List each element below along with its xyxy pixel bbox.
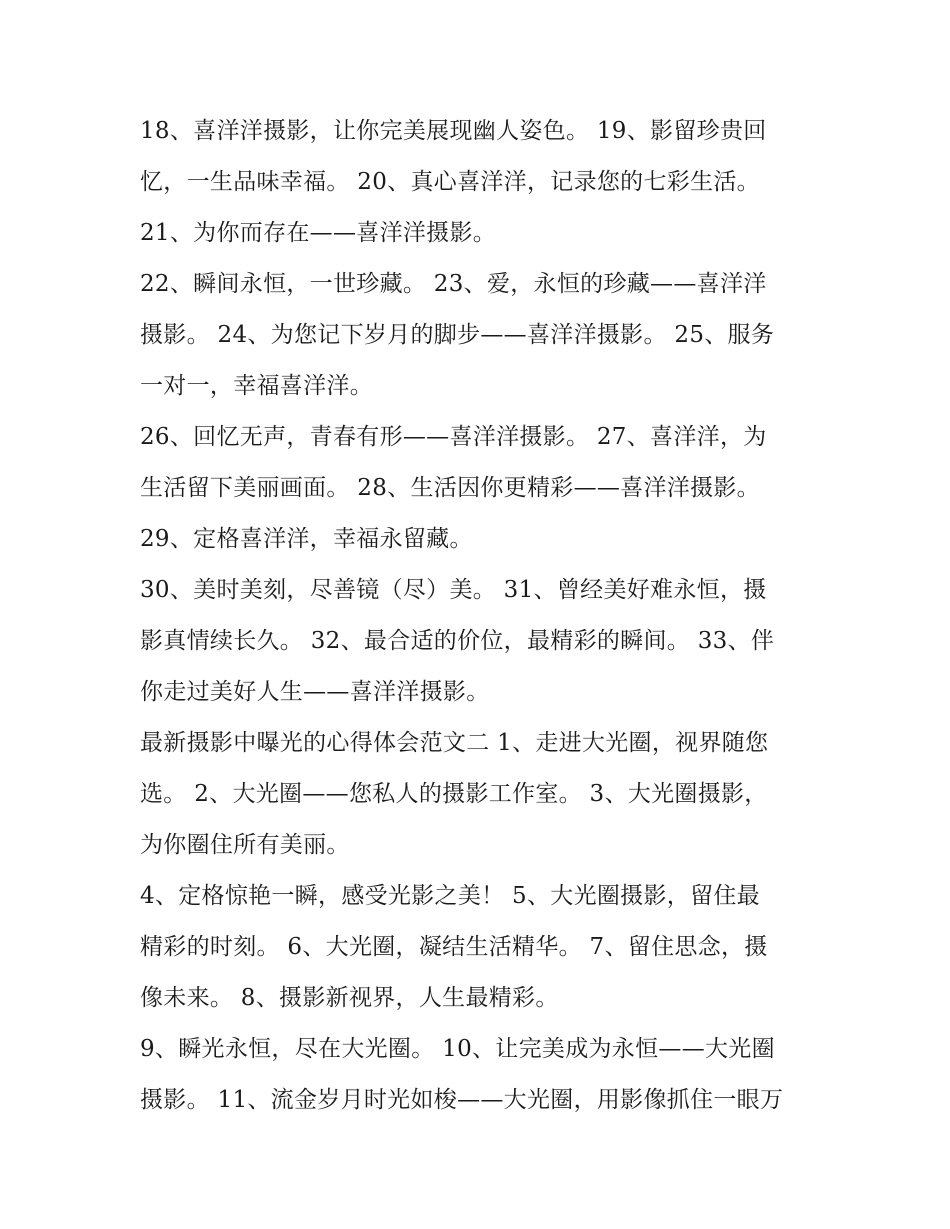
text-line: 26、回忆无声，青春有形——喜洋洋摄影。 27、喜洋洋，为 <box>140 424 767 450</box>
text-line: 选。 2、大光圈——您私人的摄影工作室。 3、大光圈摄影， <box>140 781 768 807</box>
text-line: 摄影。 24、为您记下岁月的脚步——喜洋洋摄影。 25、服务 <box>140 322 775 348</box>
text-line: 29、定格喜洋洋，幸福永留藏。 <box>140 526 473 552</box>
text-line: 忆，一生品味幸福。 20、真心喜洋洋，记录您的七彩生活。 <box>140 169 760 195</box>
text-line: 生活留下美丽画面。 28、生活因你更精彩——喜洋洋摄影。 <box>140 475 760 501</box>
text-line: 为你圈住所有美丽。 <box>140 832 350 858</box>
text-line: 一对一，幸福喜洋洋。 <box>140 373 373 399</box>
text-line: 像未来。 8、摄影新视界，人生最精彩。 <box>140 985 559 1011</box>
text-line: 18、喜洋洋摄影，让你完美展现幽人姿色。 19、影留珍贵回 <box>140 118 767 144</box>
text-line: 你走过美好人生——喜洋洋摄影。 <box>140 679 490 705</box>
document-body <box>140 106 820 1126</box>
text-line: 摄影。 11、流金岁月时光如梭——大光圈，用影像抓住一眼万 <box>140 1087 784 1113</box>
text-line: 9、瞬光永恒，尽在大光圈。 10、让完美成为永恒——大光圈 <box>140 1036 775 1062</box>
text-line: 最新摄影中曝光的心得体会范文二 1、走进大光圈，视界随您 <box>140 730 769 756</box>
text-line: 22、瞬间永恒，一世珍藏。 23、爱，永恒的珍藏——喜洋洋 <box>140 271 767 297</box>
text-line: 21、为你而存在——喜洋洋摄影。 <box>140 220 497 246</box>
text-line: 4、定格惊艳一瞬，感受光影之美！ 5、大光圈摄影，留住最 <box>140 883 760 909</box>
text-line: 影真情续长久。 32、最合适的价位，最精彩的瞬间。 33、伴 <box>140 628 775 654</box>
text-line: 30、美时美刻，尽善镜（尽）美。 31、曾经美好难永恒，摄 <box>140 577 767 603</box>
text-line: 精彩的时刻。 6、大光圈，凝结生活精华。 7、留住思念，摄 <box>140 934 768 960</box>
